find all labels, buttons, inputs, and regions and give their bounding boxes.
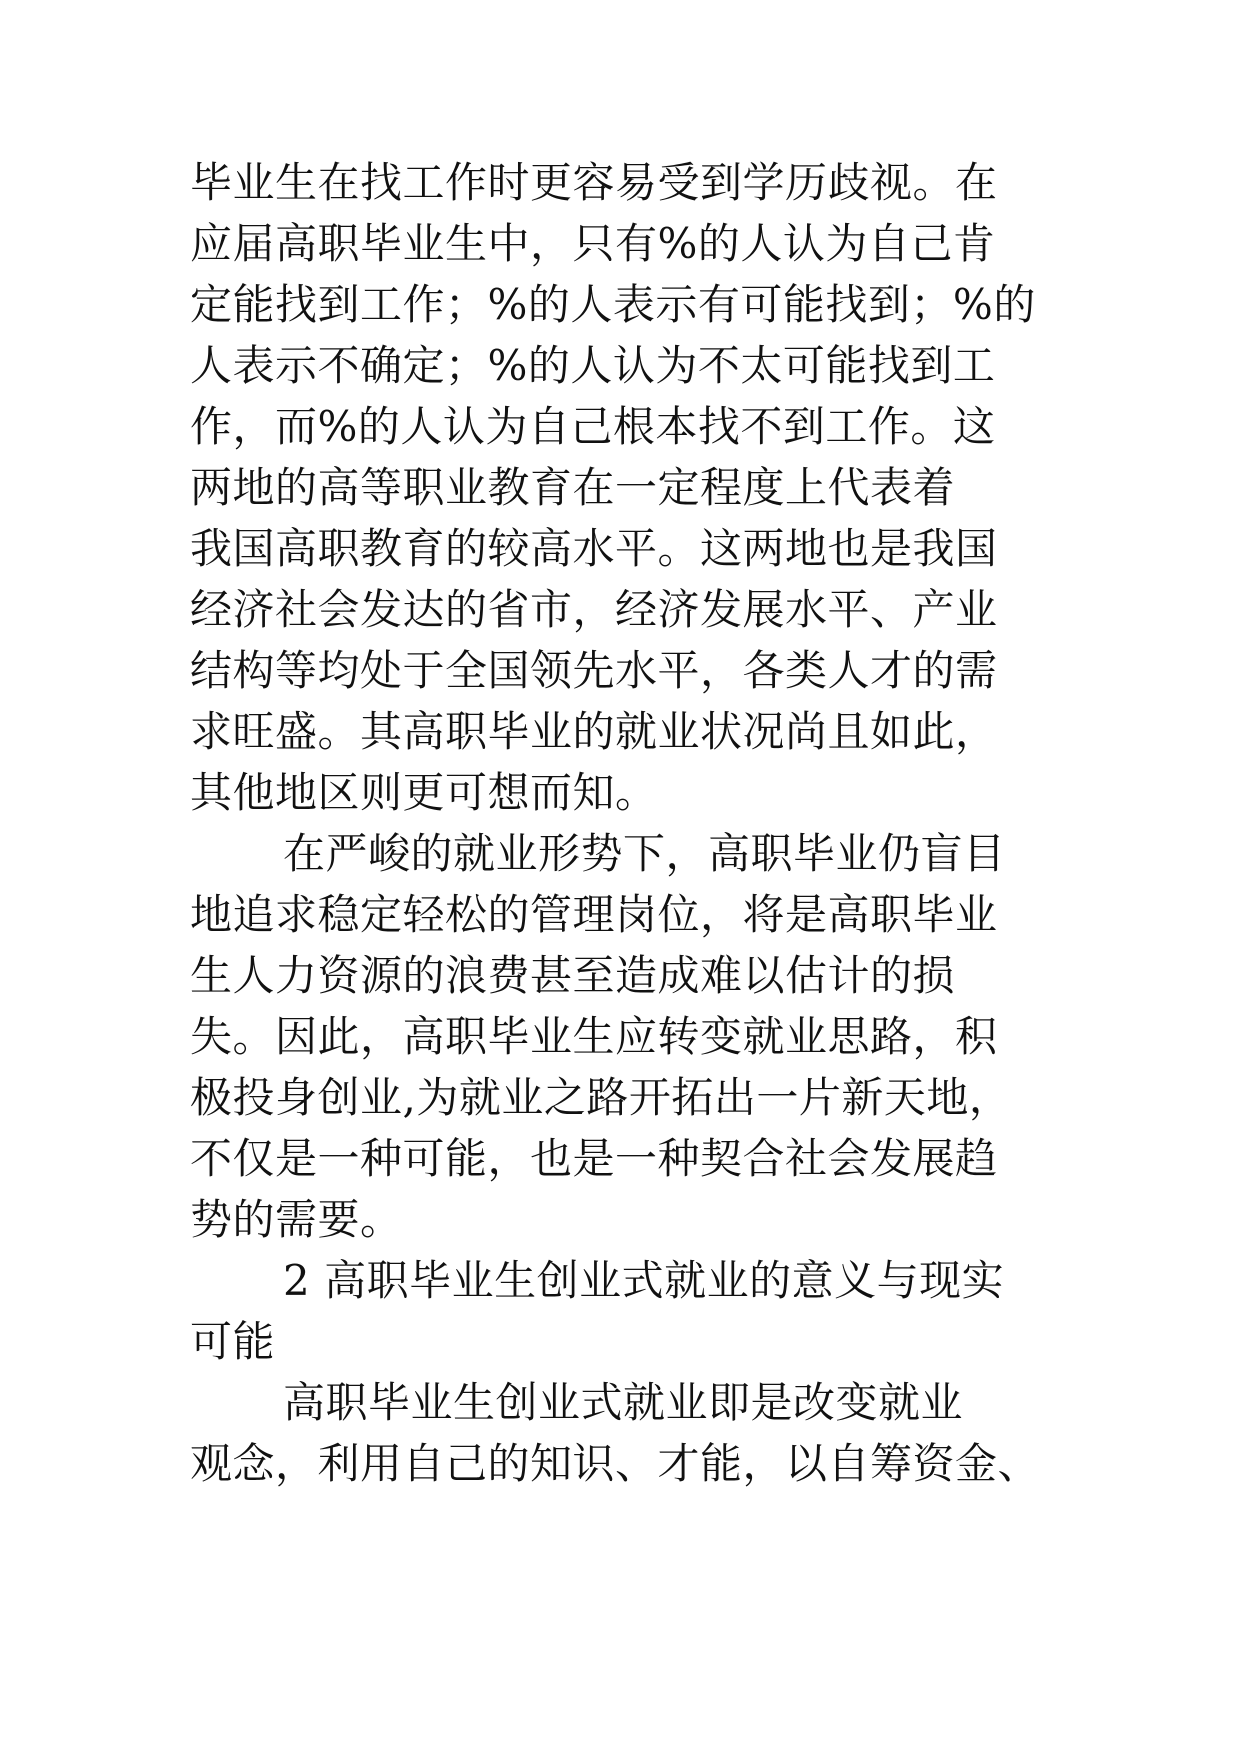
section-heading-line: 2 高职毕业生创业式就业的意义与现实 [283,1256,1005,1305]
text-line: 人表示不确定；%的人认为不太可能找到工 [190,341,996,390]
text-line: 极投身创业,为就业之路开拓出一片新天地， [190,1073,1012,1122]
text-line: 不仅是一种可能，也是一种契合社会发展趋 [190,1134,998,1183]
text-line: 定能找到工作；%的人表示有可能找到；%的 [190,280,1036,329]
text-line: 求旺盛。其高职毕业的就业状况尚且如此， [190,707,998,756]
paragraph-start-line: 高职毕业生创业式就业即是改变就业 [283,1378,964,1427]
text-line: 应届高职毕业生中，只有%的人认为自己肯 [190,219,996,268]
text-line: 观念，利用自己的知识、才能，以自筹资金、 [190,1439,1041,1488]
text-line: 势的需要。 [190,1195,403,1244]
text-line: 其他地区则更可想而知。 [190,768,658,817]
text-line: 我国高职教育的较高水平。这两地也是我国 [190,524,998,573]
text-line: 结构等均处于全国领先水平，各类人才的需 [190,646,998,695]
text-line: 生人力资源的浪费甚至造成难以估计的损 [190,951,956,1000]
text-line: 作，而%的人认为自己根本找不到工作。这 [190,402,996,451]
text-line: 失。因此，高职毕业生应转变就业思路，积 [190,1012,998,1061]
text-line: 两地的高等职业教育在一定程度上代表着 [190,463,956,512]
text-line: 地追求稳定轻松的管理岗位，将是高职毕业 [190,890,998,939]
text-line: 毕业生在找工作时更容易受到学历歧视。在 [190,158,998,207]
text-line: 经济社会发达的省市，经济发展水平、产业 [190,585,998,634]
section-heading-line: 可能 [190,1317,276,1366]
paragraph-start-line: 在严峻的就业形势下，高职毕业仍盲目 [283,829,1006,878]
body-text [190,152,1070,1494]
